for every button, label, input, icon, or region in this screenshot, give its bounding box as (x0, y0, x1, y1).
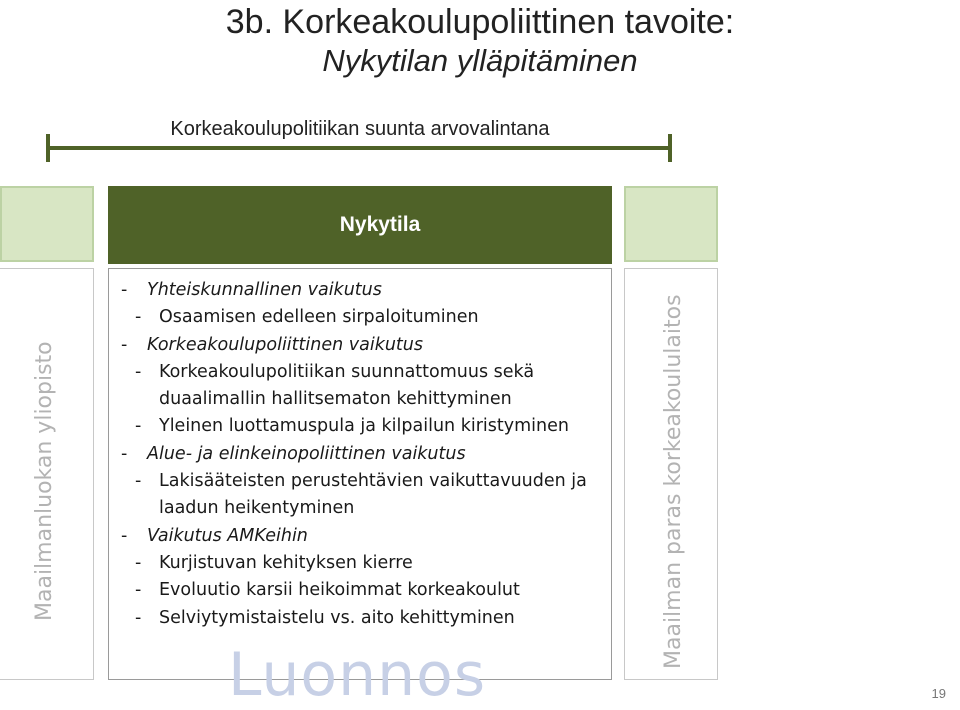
bullet-dash: - (121, 334, 128, 355)
sub-list-item (121, 413, 607, 440)
impact-list (121, 277, 607, 632)
content-box (108, 268, 612, 680)
sub-list-item (121, 550, 607, 577)
title-line-1: 3b. Korkeakoulupoliittinen tavoite: (225, 3, 735, 41)
left-top-box (0, 186, 94, 262)
sub-list-item (121, 359, 607, 414)
list-item (121, 441, 607, 468)
bullet-dash: - (121, 525, 128, 546)
bullet-dash: - (135, 307, 142, 328)
list-item-text: Yhteiskunnallinen vaikutus (147, 280, 382, 300)
list-item (121, 277, 607, 304)
bullet-dash: - (135, 416, 142, 437)
bullet-dash: - (135, 552, 142, 573)
scale-label: Korkeakoulupolitiikan suunta arvovalintana (170, 118, 550, 140)
left-column-label: Maailmanluokan yliopisto (32, 341, 57, 621)
scale-bar (44, 132, 684, 166)
sub-list-item (121, 468, 607, 523)
bullet-dash: - (135, 361, 142, 382)
list-item-text: Kurjistuvan kehityksen kierre (159, 552, 413, 573)
bullet-dash: - (135, 607, 142, 628)
sub-list-item (121, 605, 607, 632)
list-item-text: Selviytymistaistelu vs. aito kehittyminen (159, 607, 515, 628)
bullet-dash: - (121, 280, 128, 300)
list-item-text: Alue- ja elinkeinopoliittinen vaikutus (147, 443, 466, 464)
draft-watermark: Luonnos (228, 640, 487, 710)
list-item-text: Vaikutus AMKeihin (147, 525, 308, 546)
bullet-dash: - (121, 443, 128, 464)
current-state-header: Nykytila (108, 186, 612, 264)
bullet-dash: - (135, 580, 142, 601)
list-item-text: Lakisääteisten perustehtävien vaikuttavuuden ja laadun heikentyminen (159, 471, 587, 519)
right-column-label: Maailman paras korkeakoululaitos (661, 294, 686, 669)
list-item-text: Korkeakoulupolitiikan suunnattomuus sekä duaalimallin hallitsematon kehittyminen (159, 361, 535, 410)
slide-title (0, 0, 960, 80)
list-item-text: Korkeakoulupoliittinen vaikutus (147, 334, 424, 355)
page-number: 19 (931, 686, 946, 701)
right-column (624, 268, 718, 680)
list-item (121, 523, 607, 550)
sub-list-item (121, 304, 607, 331)
left-column (0, 268, 94, 680)
bullet-dash: - (135, 471, 142, 492)
right-top-box (624, 186, 718, 262)
list-item-text: Osaamisen edelleen sirpaloituminen (159, 307, 479, 328)
list-item-text: Yleinen luottamuspula ja kilpailun kiristyminen (159, 416, 569, 437)
title-line-2: Nykytilan ylläpitäminen (322, 43, 638, 78)
list-item-text: Evoluutio karsii heikoimmat korkeakoulut (159, 580, 520, 601)
sub-list-item (121, 577, 607, 604)
list-item (121, 332, 607, 359)
